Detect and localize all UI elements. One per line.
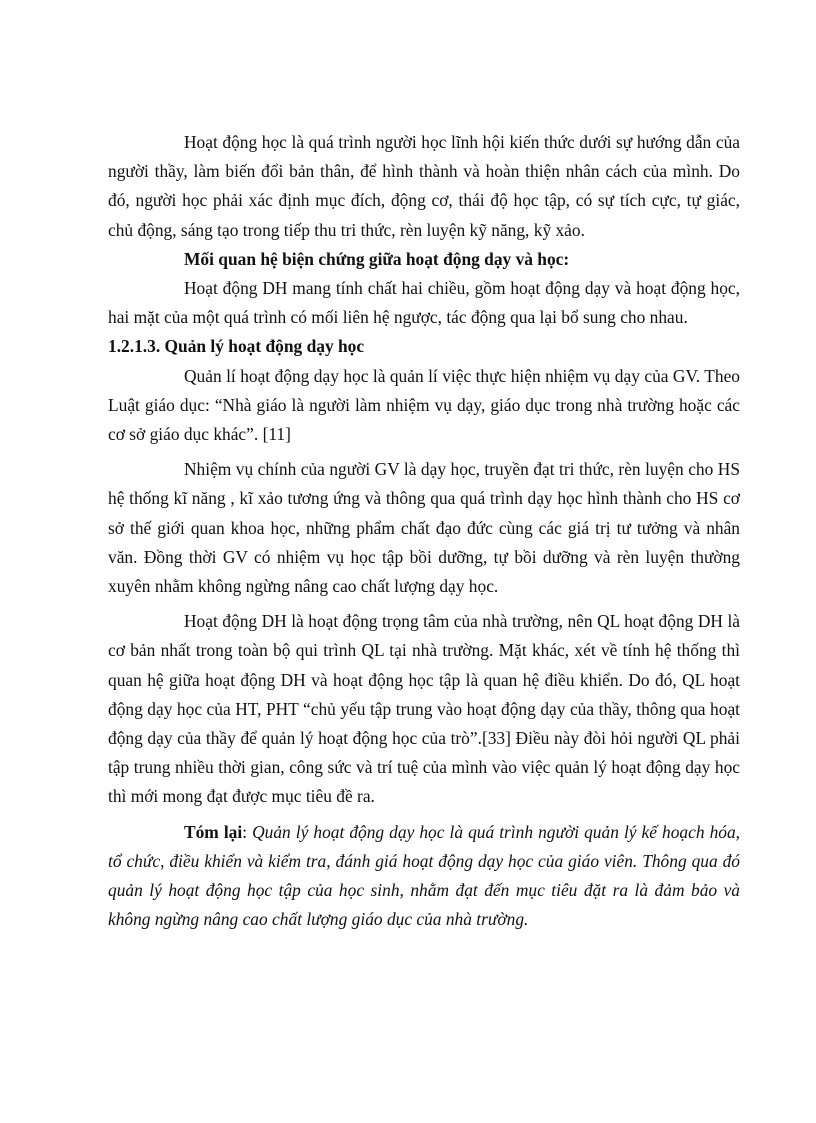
summary-colon: : (242, 821, 253, 842)
paragraph-teacher-tasks: Nhiệm vụ chính của người GV là dạy học, truyền đạt tri thức, rèn luyện cho HS hệ thống kĩ năng , kĩ xảo tương ứng và thông qua quá trình dạy học hình thành cho HS cơ sở thế giới quan khoa học, những phẩm chất đạo đức cùng các giá trị tư tưởng và nhân văn. Đồng thời GV có nhiệm vụ học tập bồi dưỡng, tự bồi dưỡng và rèn luyện thường xuyên nhằm không ngừng nâng cao chất lượng dạy học. (108, 459, 740, 597)
summary-text: Quản lý hoạt động dạy học là quá trình người quản lý kế hoạch hóa, tổ chức, điều khiển và kiểm tra, đánh giá hoạt động dạy học của giáo viên. Thông qua đó quản lý hoạt động học tập của học sinh, nhằm đạt đến mục tiêu đặt ra là đảm bảo và không ngừng nâng cao chất lượng giáo dục của nhà trường. (108, 821, 741, 930)
paragraph-central-activity: Hoạt động DH là hoạt động trọng tâm của nhà trường, nên QL hoạt động DH là cơ bản nhất trong toàn bộ qui trình QL tại nhà trường. Mặt khác, xét về tính hệ thống thì quan hệ giữa hoạt động DH và hoạt động học tập là quan hệ điều khiển. Do đó, QL hoạt động dạy học của HT, PHT “chủ yếu tập trung vào hoạt động dạy của thầy, thông qua hoạt động dạy của thầy để quản lý hoạt động học của trò”.[33] Điều này đòi hỏi người QL phải tập trung nhiều thời gian, công sức và trí tuệ của mình vào việc quản lý hoạt động dạy học thì mới mong đạt được mục tiêu đề ra. (108, 611, 740, 807)
document-page (108, 128, 740, 934)
paragraph-management-definition: Quản lí hoạt động dạy học là quản lí việc thực hiện nhiệm vụ dạy của GV. Theo Luật giáo dục: “Nhà giáo là người làm nhiệm vụ dạy, giáo dục trong nhà trường hoặc các cơ sở giáo dục khác”. [11] (108, 365, 740, 445)
section-heading: 1.2.1.3. Quản lý hoạt động dạy học (108, 336, 365, 357)
paragraph-summary (108, 818, 740, 935)
paragraph-relation: Hoạt động DH mang tính chất hai chiều, gồm hoạt động dạy và hoạt động học, hai mặt của một quá trình có mối liên hệ ngược, tác động qua lại bổ sung cho nhau. (108, 278, 740, 328)
paragraph-learning-activity: Hoạt động học là quá trình người học lĩnh hội kiến thức dưới sự hướng dẫn của người thầy, làm biến đổi bản thân, để hình thành và hoàn thiện nhân cách của mình. Do đó, người học phải xác định mục đích, động cơ, thái độ học tập, có sự tích cực, tự giác, chủ động, sáng tạo trong tiếp thu tri thức, rèn luyện kỹ năng, kỹ xảo. (108, 132, 740, 240)
summary-label: Tóm lại (184, 821, 243, 842)
relation-heading: Mối quan hệ biện chứng giữa hoạt động dạy và học: (184, 248, 570, 269)
